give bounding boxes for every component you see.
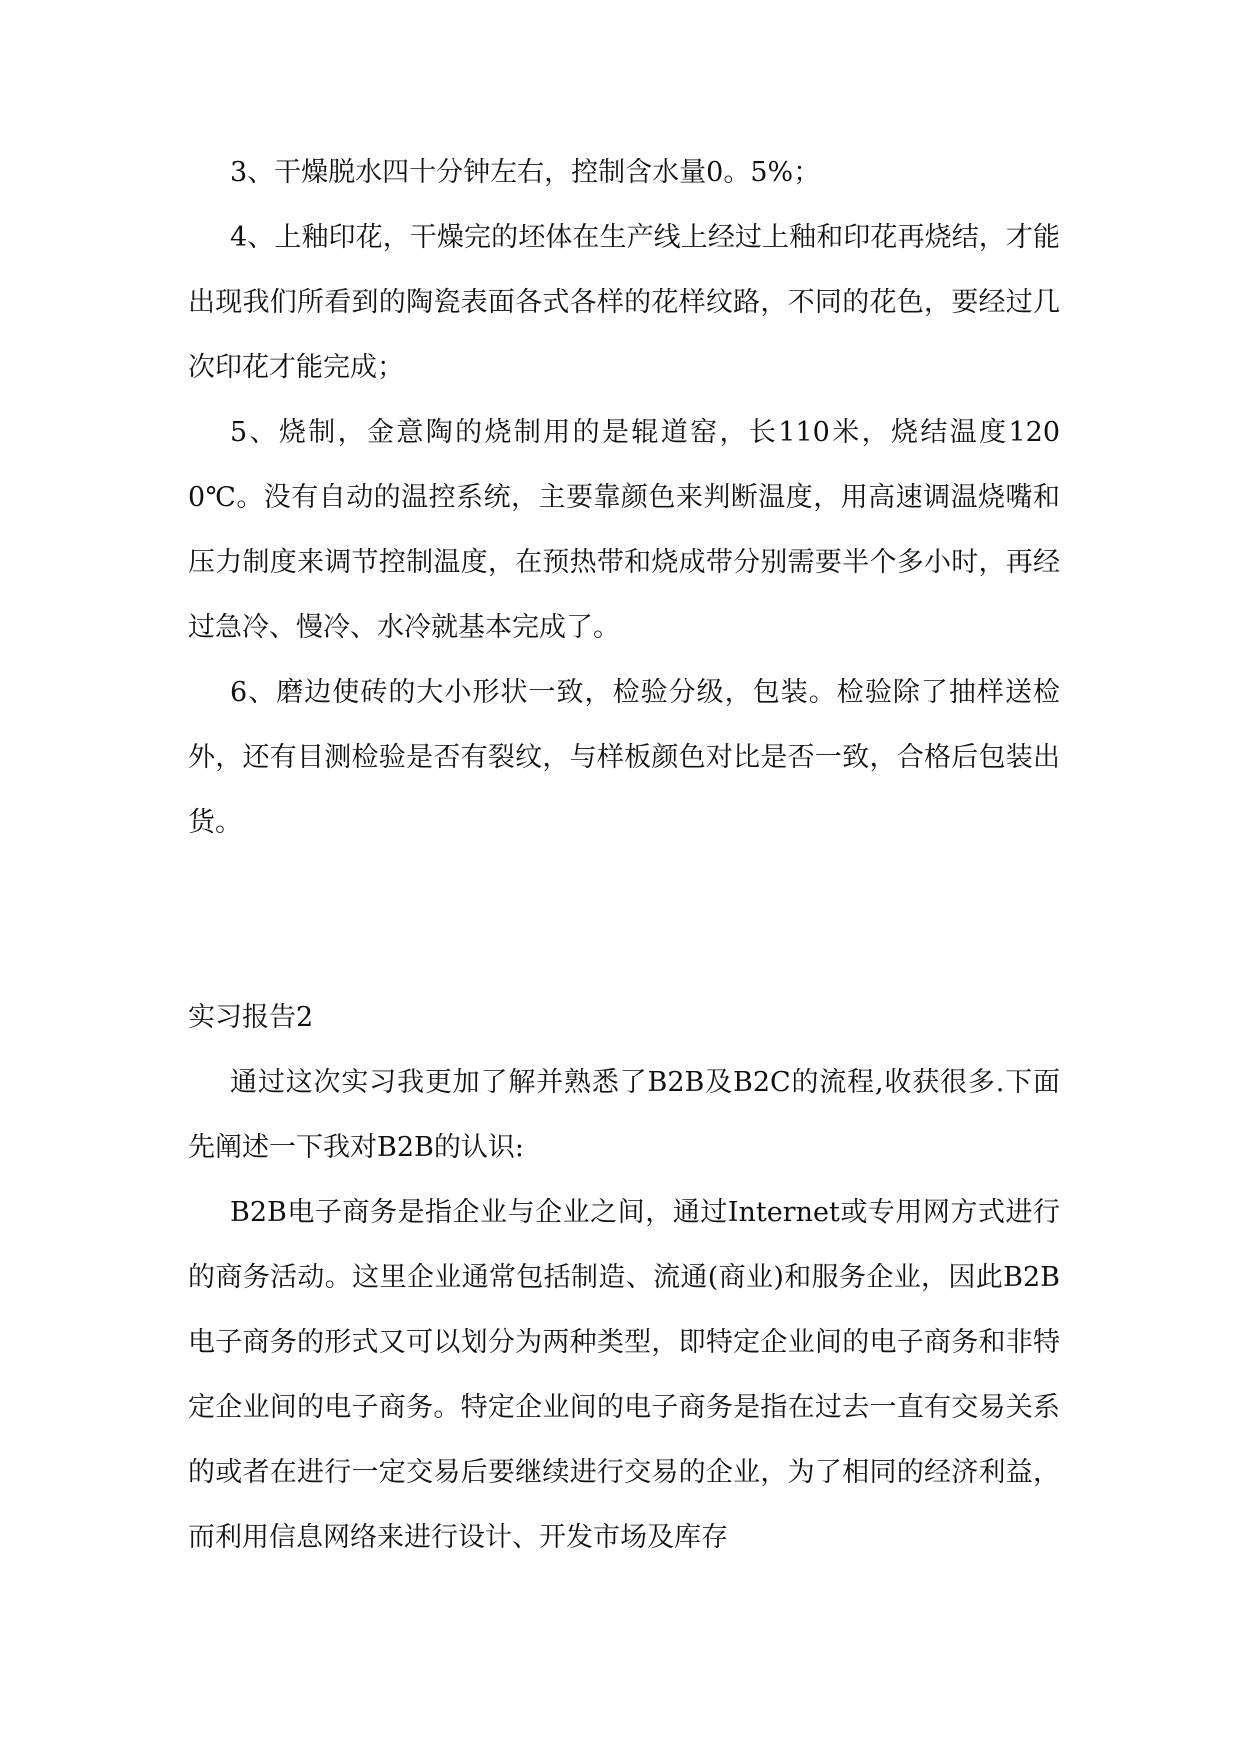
document-body <box>188 140 1060 1570</box>
paragraph-b2b-definition: B2B电子商务是指企业与企业之间，通过Internet或专用网方式进行的商务活动。这里企业通常包括制造、流通(商业)和服务企业，因此B2B电子商务的形式又可以划分为两种类型，即特定企业间的电子商务和非特定企业间的电子商务。特定企业间的电子商务是指在过去一直有交易关系的或者在进行一定交易后要继续进行交易的企业，为了相同的经济利益，而利用信息网络来进行设计、开发市场及库存 <box>188 1197 1060 1553</box>
paragraph-edging-inspection: 6、磨边使砖的大小形状一致，检验分级，包装。检验除了抽样送检外，还有目测检验是否有裂纹，与样板颜色对比是否一致，合格后包装出货。 <box>188 677 1060 838</box>
paragraph-firing: 5、烧制，金意陶的烧制用的是辊道窑，长110米，烧结温度1200℃。没有自动的温控系统，主要靠颜色来判断温度，用高速调温烧嘴和压力制度来调节控制温度，在预热带和烧成带分别需要半个多小时，再经过急冷、慢冷、水冷就基本完成了。 <box>188 417 1060 643</box>
section-title: 实习报告2 <box>188 1002 314 1033</box>
paragraph-drying: 3、干燥脱水四十分钟左右，控制含水量0。5%； <box>230 157 821 188</box>
paragraph-glazing-printing: 4、上釉印花，干燥完的坯体在生产线上经过上釉和印花再烧结，才能出现我们所看到的陶瓷表面各式各样的花样纹路，不同的花色，要经过几次印花才能完成； <box>188 222 1060 383</box>
paragraph-intro: 通过这次实习我更加了解并熟悉了B2B及B2C的流程,收获很多.下面先阐述一下我对B2B的认识: <box>188 1067 1060 1163</box>
section-spacer <box>188 855 1060 985</box>
